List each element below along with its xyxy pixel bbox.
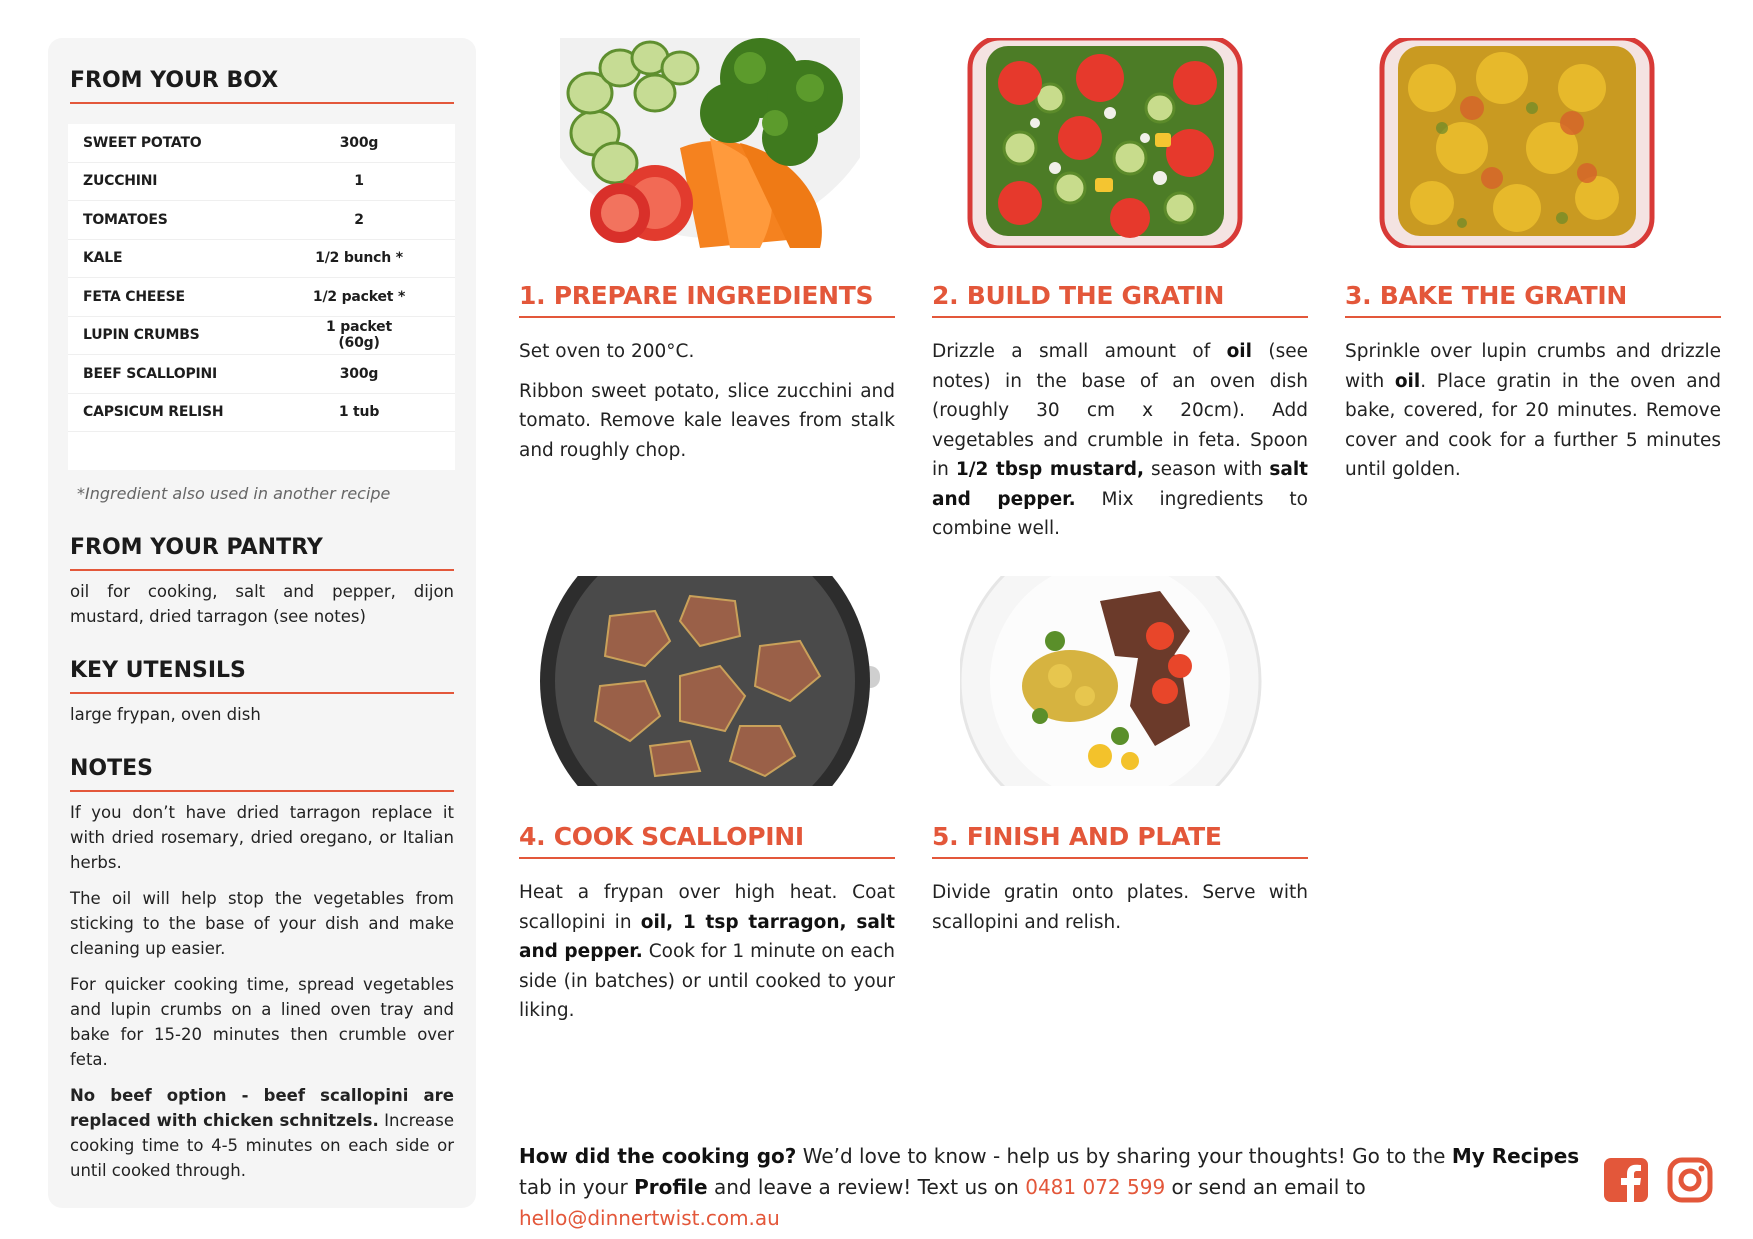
ingredient-qty: 1 <box>354 173 364 190</box>
ingredient-row <box>68 163 455 202</box>
step-2-text <box>932 337 1308 554</box>
step-text-run: Cook for 1 minute on each side (in batches) or until cooked to your liking. <box>519 941 895 1021</box>
step-3-paragraph <box>1345 337 1721 485</box>
instagram-icon[interactable] <box>1667 1157 1713 1203</box>
step-5-title: 5. FINISH AND PLATE <box>932 822 1308 859</box>
ingredient-name: SWEET POTATO <box>83 134 202 151</box>
my-recipes-label: My Recipes <box>1451 1144 1580 1168</box>
step-5-paragraph: Divide gratin onto plates. Serve with scallopini and relish. <box>932 882 1308 933</box>
review-footer <box>519 1141 1589 1234</box>
step-text-run: . Place gratin in the oven and bake, covered, for 20 minutes. Remove cover and cook for a further 5 minutes until golden. <box>1345 370 1722 480</box>
note-text: Increase cooking time to 4-5 minutes on each side or until cooked through. <box>70 1111 454 1180</box>
ingredient-row <box>68 240 455 279</box>
ingredient-name: BEEF SCALLOPINI <box>83 365 218 382</box>
ingredient-row <box>68 278 455 317</box>
ingredient-qty: 1/2 packet * <box>312 288 406 305</box>
step-text-run: Drizzle a small amount of <box>932 341 1227 362</box>
ingredients-panel <box>48 38 476 1208</box>
step-1-title: 1. PREPARE INGREDIENTS <box>519 281 895 318</box>
notes-body <box>70 800 454 1194</box>
notes-heading: NOTES <box>70 756 454 792</box>
note-bold: No beef option - beef scallopini are replaced with chicken schnitzels. <box>70 1086 454 1130</box>
step-text-bold: oil <box>1394 370 1421 392</box>
ingredient-qty: 1/2 bunch * <box>315 250 403 267</box>
step-text-bold: salt and pepper. <box>932 459 1309 510</box>
ingredient-row <box>68 355 455 394</box>
profile-label: Profile <box>634 1175 708 1199</box>
step-3-title: 3. BAKE THE GRATIN <box>1345 281 1721 318</box>
ingredient-qty: 1 packet (60g) <box>326 319 392 352</box>
ingredient-name: KALE <box>83 250 123 267</box>
step-2-paragraph <box>932 337 1308 544</box>
step-4-title: 4. COOK SCALLOPINI <box>519 822 895 859</box>
ingredient-name: FETA CHEESE <box>83 288 185 305</box>
step-2-title: 2. BUILD THE GRATIN <box>932 281 1308 318</box>
step-text-run: (see notes) in the base of an oven dish (roughly 30 cm x 20cm). Add vegetables and crumble in feta. Spoon in <box>932 341 1308 480</box>
ingredient-name: ZUCCHINI <box>83 173 158 190</box>
step-1-paragraph: Set oven to 200°C. <box>519 341 695 362</box>
ingredient-name: CAPSICUM RELISH <box>83 404 224 421</box>
email-link[interactable]: hello@dinnertwist.com.au <box>519 1206 780 1230</box>
from-your-box-heading: FROM YOUR BOX <box>70 68 454 104</box>
bake-gratin-photo <box>1372 38 1702 248</box>
ingredient-name: LUPIN CRUMBS <box>83 327 200 344</box>
footer-text: We’d love to know - help us by sharing your thoughts! Go to the <box>796 1144 1452 1168</box>
build-gratin-photo <box>960 38 1290 248</box>
ingredient-qty: 1 tub <box>338 404 380 421</box>
note: For quicker cooking time, spread vegetables and lupin crumbs on a lined oven tray and bake for 15-20 minutes then crumble over feta. <box>70 975 454 1069</box>
step-text-run: Sprinkle over lupin crumbs and drizzle with <box>1345 341 1721 392</box>
ingredient-qty: 2 <box>354 211 364 228</box>
ingredient-footnote: *Ingredient also used in another recipe <box>77 484 391 503</box>
step-text-bold: oil, 1 tsp tarragon, salt and pepper. <box>519 911 895 962</box>
footer-text: and leave a review! Text us on <box>707 1175 1026 1199</box>
ingredient-row <box>68 394 455 433</box>
step-5-text <box>932 878 1308 947</box>
step-text-run: Mix ingredients to combine well. <box>932 488 1308 539</box>
step-1-paragraph: Ribbon sweet potato, slice zucchini and tomato. Remove kale leaves from stalk and roughly chop. <box>519 380 895 461</box>
pantry-text: oil for cooking, salt and pepper, dijon mustard, dried tarragon (see notes) <box>70 582 454 626</box>
footer-text: or send an email to <box>1165 1175 1366 1199</box>
footer-question: How did the cooking go? <box>519 1144 797 1168</box>
utensils-text: large frypan, oven dish <box>70 705 261 724</box>
from-your-pantry-heading: FROM YOUR PANTRY <box>70 535 454 571</box>
note <box>70 1083 454 1183</box>
ingredient-qty: 300g <box>339 365 379 382</box>
step-text-bold: 1/2 tbsp mustard, <box>955 459 1145 480</box>
facebook-icon[interactable] <box>1603 1157 1649 1203</box>
ingredient-name: TOMATOES <box>83 211 168 228</box>
note: If you don’t have dried tarragon replace it with dried rosemary, dried oregano, or Italian herbs. <box>70 803 454 872</box>
cook-scallopini-photo <box>540 576 880 786</box>
step-3-text <box>1345 337 1721 495</box>
step-4-paragraph <box>519 878 895 1026</box>
step-1-text <box>519 337 895 475</box>
ingredient-row <box>68 317 455 356</box>
step-text-bold: oil <box>1226 341 1252 362</box>
step-text-run: Heat a frypan over high heat. Coat scallopini in <box>519 882 895 933</box>
ingredients-table <box>68 124 455 470</box>
note: The oil will help stop the vegetables from sticking to the base of your dish and make cleaning up easier. <box>70 889 454 958</box>
prepare-ingredients-photo <box>560 38 860 248</box>
ingredient-row <box>68 124 455 163</box>
phone-link[interactable]: 0481 072 599 <box>1025 1175 1166 1199</box>
footer-text: tab in your <box>519 1175 635 1199</box>
finish-and-plate-photo <box>960 576 1290 786</box>
step-text-run: season with <box>1144 459 1270 480</box>
step-4-text <box>519 878 895 1036</box>
ingredient-qty: 300g <box>339 134 379 151</box>
ingredient-row <box>68 201 455 240</box>
key-utensils-heading: KEY UTENSILS <box>70 658 454 694</box>
